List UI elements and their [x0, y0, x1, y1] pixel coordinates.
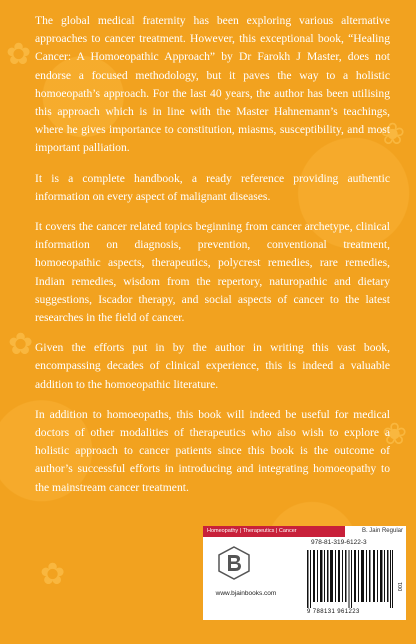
blurb-paragraph: In addition to homoeopaths, this book will indeed be useful for medical doctors of other modalities of therapeutics who also wish to explore a holistic approach to cancer patients since this book is the outcome of author’s successful efforts in introducing and integrating homoeopathy to the mainstream cancer treatment.	[35, 407, 390, 494]
decorative-swirl-icon: ✿	[6, 38, 32, 71]
decorative-swirl-icon: ❀	[380, 118, 406, 151]
blurb-paragraph: Given the efforts put in by the author in writing this vast book, encompassing decades of clinical experience, this is indeed a valuable addition to the homoeopathic literature.	[35, 341, 390, 391]
barcode-digits: 9 788131 961223	[307, 609, 360, 615]
barcode-panel	[203, 526, 406, 620]
isbn-text: 978-81-319-6122-3	[311, 539, 367, 546]
category-bar: Homeopathy | Therapeutics | Cancer	[203, 526, 345, 537]
blurb-text	[35, 12, 390, 509]
blurb-paragraph: It covers the cancer related topics beginning from cancer archetype, clinical information on diagnosis, prevention, conventional treatment, homoeopathic aspects, therapeutics, polycrest remedies, rare remedies, Indian remedies, wisdom from the repertory, naturopathic and dietary suggestions, Iscador therapy, and social aspects of cancer to the latest researches in the field of cancer.	[35, 220, 390, 325]
publisher-url: www.bjainbooks.com	[215, 590, 277, 597]
decorative-swirl-icon: ✿	[40, 558, 66, 591]
publisher-logo-icon	[217, 546, 251, 580]
blurb-paragraph: The global medical fraternity has been exploring various alternative approaches to cancer treatment. However, this exceptional book, “Healing Cancer: A Homoeopathic Approach” by Dr Farokh J Master, does not endorse a focused methodology, but it paves the way to a holistic homoeopath’s approach. For the last 40 years, the author has been utilising this approach which is in line with the Master Hahnemann’s teachings, where he gives importance to constitution, miasms, susceptibility, and most important palliation.	[35, 14, 390, 155]
price-code: 001	[398, 582, 404, 592]
blurb-paragraph: It is a complete handbook, a ready reference providing authentic information on every aspect of malignant diseases.	[35, 171, 390, 203]
barcode-icon	[307, 550, 393, 608]
publisher-label: B. Jain Regular	[361, 528, 403, 534]
decorative-swirl-icon: ❀	[382, 418, 408, 451]
decorative-swirl-icon: ✿	[8, 328, 34, 361]
